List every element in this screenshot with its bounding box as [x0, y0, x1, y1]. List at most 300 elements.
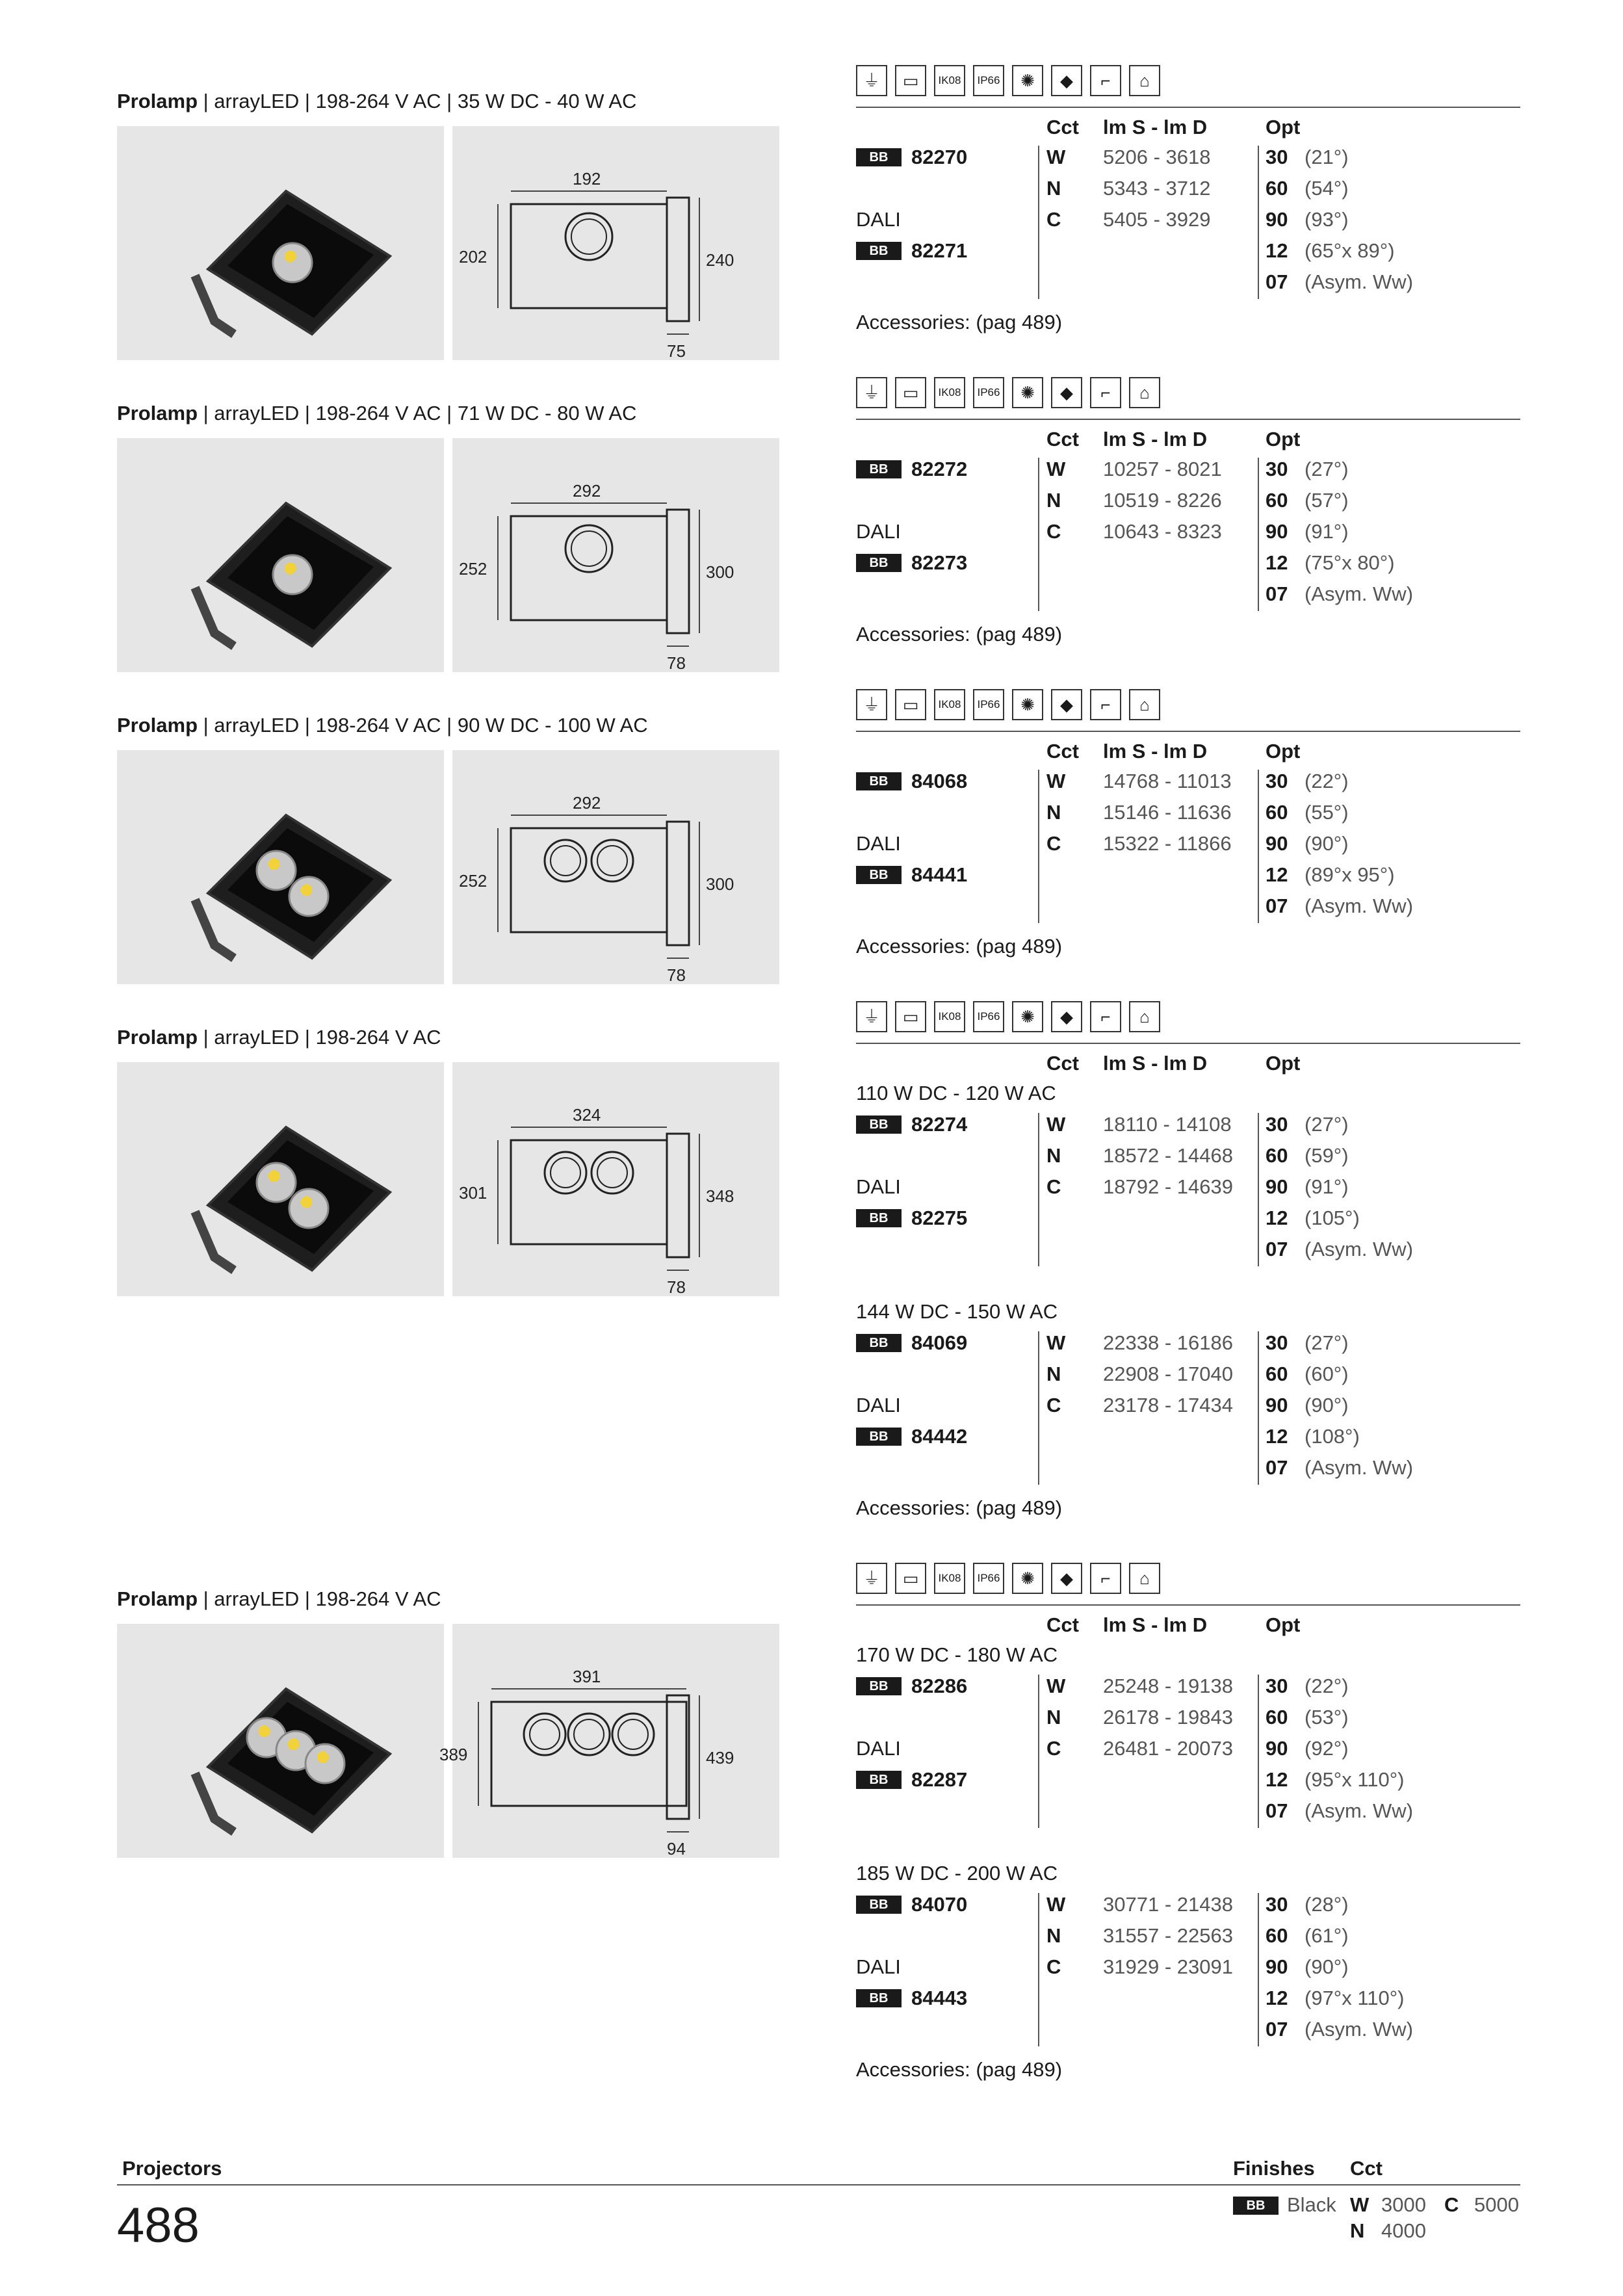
house-icon: ⌂ — [1129, 1563, 1160, 1594]
product-title — [117, 90, 636, 113]
dim-depth-label: 78 — [667, 965, 686, 985]
optic-angle: (92°) — [1305, 1737, 1349, 1760]
lumen-range: 18572 - 14468 — [1103, 1144, 1233, 1167]
side-view-outline — [667, 198, 689, 321]
power-rating: 110 W DC - 120 W AC — [856, 1082, 1056, 1104]
flush-icon: ▭ — [895, 65, 926, 96]
finish-badge: BB — [856, 554, 902, 572]
optic-angle: (90°) — [1305, 1955, 1349, 1978]
product-brand: Prolamp — [117, 1026, 198, 1049]
product-code: 82272 — [911, 458, 968, 480]
column-divider — [1258, 770, 1259, 923]
optic-angle: (90°) — [1305, 832, 1349, 855]
lumen-range: 5405 - 3929 — [1103, 208, 1211, 231]
column-divider — [1258, 1331, 1259, 1485]
product-title — [117, 1026, 441, 1049]
led-lens — [305, 1744, 344, 1783]
optic-code: 30 — [1266, 1113, 1288, 1136]
finish-badge: BB — [856, 1989, 902, 2007]
product-specs: | arrayLED | 198-264 V AC — [198, 1026, 441, 1049]
optic-code: 30 — [1266, 1331, 1288, 1354]
optic-code: 60 — [1266, 177, 1288, 200]
cct-code: N — [1046, 801, 1061, 824]
mounting-bracket — [195, 1212, 234, 1270]
finish-badge: BB — [856, 242, 902, 260]
column-divider — [1258, 1893, 1259, 2046]
lens-outline — [565, 213, 612, 260]
front-view-outline — [511, 1140, 667, 1244]
cct-code: N — [1046, 1363, 1061, 1385]
led-chip — [317, 1751, 328, 1763]
optic-code: 30 — [1266, 770, 1288, 792]
finish-badge: BB — [856, 1677, 902, 1695]
dim-width-label: 324 — [573, 1105, 601, 1125]
lumen-range: 22908 - 17040 — [1103, 1363, 1233, 1385]
led-lens — [273, 243, 312, 282]
col-header-optics: Opt — [1266, 1052, 1301, 1075]
cct-code: C — [1046, 832, 1061, 855]
product-brand: Prolamp — [117, 90, 198, 112]
ik08-icon: IK08 — [934, 689, 965, 720]
product-title — [117, 402, 636, 425]
dim-width-label: 292 — [573, 793, 601, 813]
ip66-icon: IP66 — [973, 1563, 1004, 1594]
product-brand: Prolamp — [117, 1587, 198, 1610]
finish-badge: BB — [856, 148, 902, 166]
cut-icon: ⌐ — [1090, 1563, 1121, 1594]
earth-icon: ⏚ — [856, 1563, 887, 1594]
dim-height-left-label: 252 — [459, 559, 487, 579]
cct-code: C — [1046, 1955, 1061, 1978]
product-specs: | arrayLED | 198-264 V AC | 71 W DC - 80 W AC — [198, 402, 637, 424]
col-header-optics: Opt — [1266, 428, 1301, 450]
dim-height-right-label: 348 — [706, 1186, 734, 1206]
optic-angle: (108°) — [1305, 1425, 1360, 1448]
dim-height-right-label: 240 — [706, 250, 734, 270]
glow-wire-icon: ✺ — [1012, 689, 1043, 720]
product-code: 84442 — [911, 1425, 968, 1448]
col-header-optics: Opt — [1266, 116, 1301, 138]
dimension-drawing — [452, 438, 779, 672]
dali-label: DALI — [856, 832, 901, 855]
cct-code: W — [1046, 146, 1066, 168]
optic-code: 90 — [1266, 1175, 1288, 1198]
column-divider — [1258, 146, 1259, 299]
table-top-rule — [856, 1604, 1520, 1606]
product-code: 84068 — [911, 770, 968, 792]
column-divider — [1038, 146, 1039, 299]
led-chip — [268, 1170, 279, 1182]
optic-angle: (60°) — [1305, 1363, 1349, 1385]
lumen-range: 5206 - 3618 — [1103, 146, 1211, 168]
dali-label: DALI — [856, 1175, 901, 1198]
lumen-range: 31929 - 23091 — [1103, 1955, 1233, 1978]
cct-code: W — [1046, 1893, 1066, 1916]
product-title — [117, 1587, 441, 1611]
optic-angle: (65°x 89°) — [1305, 239, 1395, 262]
finish-badge: BB — [856, 1428, 902, 1446]
earth-icon: ⏚ — [856, 377, 887, 408]
optic-code: 60 — [1266, 1706, 1288, 1729]
mounting-bracket — [195, 1773, 234, 1832]
optic-angle: (105°) — [1305, 1207, 1360, 1229]
led-chip — [300, 1196, 312, 1208]
cut-icon: ⌐ — [1090, 377, 1121, 408]
front-view-outline — [511, 828, 667, 932]
finish-badge: BB — [856, 1115, 902, 1134]
product-code: 84069 — [911, 1331, 968, 1354]
dim-height-right-label: 300 — [706, 874, 734, 894]
col-header-cct: Cct — [1046, 116, 1079, 138]
dim-height-right-label: 300 — [706, 562, 734, 582]
dim-width-label: 391 — [573, 1667, 601, 1686]
product-photo — [117, 1062, 444, 1296]
accessories-link[interactable]: Accessories: (pag 489) — [856, 935, 1063, 958]
column-divider — [1038, 1113, 1039, 1266]
optic-code: 30 — [1266, 146, 1288, 168]
optic-angle: (61°) — [1305, 1924, 1349, 1947]
dim-height-left-label: 389 — [439, 1745, 468, 1764]
col-header-lumens: lm S - lm D — [1103, 116, 1208, 138]
lumen-range: 15146 - 11636 — [1103, 801, 1232, 824]
cct-code: C — [1046, 1737, 1061, 1760]
ik08-icon: IK08 — [934, 1001, 965, 1032]
optic-angle: (Asym. Ww) — [1305, 894, 1414, 917]
product-code: 82286 — [911, 1675, 968, 1697]
finish-name: Black — [1287, 2193, 1336, 2216]
optic-angle: (53°) — [1305, 1706, 1349, 1729]
led-lens — [289, 877, 328, 916]
optic-angle: (91°) — [1305, 1175, 1349, 1198]
table-top-rule — [856, 419, 1520, 420]
optic-code: 07 — [1266, 270, 1288, 293]
flush-icon: ▭ — [895, 1563, 926, 1594]
optic-code: 60 — [1266, 1363, 1288, 1385]
optic-angle: (55°) — [1305, 801, 1349, 824]
col-header-cct: Cct — [1046, 740, 1079, 763]
optic-angle: (75°x 80°) — [1305, 551, 1395, 574]
optic-code: 07 — [1266, 582, 1288, 605]
lumen-range: 15322 - 11866 — [1103, 832, 1232, 855]
dim-height-right-label: 439 — [706, 1748, 734, 1768]
cct-value: 4000 — [1381, 2219, 1426, 2242]
cct-code: N — [1046, 489, 1061, 512]
house-icon: ⌂ — [1129, 689, 1160, 720]
optic-angle: (Asym. Ww) — [1305, 1456, 1414, 1479]
accessories-link[interactable]: Accessories: (pag 489) — [856, 2058, 1063, 2081]
cct-code: N — [1046, 177, 1061, 200]
optic-code: 90 — [1266, 520, 1288, 543]
lumen-range: 25248 - 19138 — [1103, 1675, 1233, 1697]
earth-icon: ⏚ — [856, 65, 887, 96]
col-header-optics: Opt — [1266, 1613, 1301, 1636]
product-code: 82275 — [911, 1207, 968, 1229]
product-specs: | arrayLED | 198-264 V AC — [198, 1587, 441, 1610]
cct-code: C — [1444, 2193, 1459, 2216]
led-chip — [300, 884, 312, 896]
product-code: 84441 — [911, 863, 968, 886]
optic-code: 60 — [1266, 489, 1288, 512]
table-top-rule — [856, 107, 1520, 108]
lens-inner — [571, 219, 606, 254]
accessories-link[interactable]: Accessories: (pag 489) — [856, 311, 1063, 333]
cct-code: C — [1046, 1175, 1061, 1198]
mounting-bracket — [195, 900, 234, 958]
optic-angle: (93°) — [1305, 208, 1349, 231]
optic-code: 07 — [1266, 2018, 1288, 2041]
cct-code: W — [1046, 1113, 1066, 1136]
optic-angle: (90°) — [1305, 1394, 1349, 1416]
dim-width-label: 292 — [573, 481, 601, 501]
col-header-lumens: lm S - lm D — [1103, 1613, 1208, 1636]
mounting-bracket — [195, 276, 234, 334]
lumen-range: 23178 - 17434 — [1103, 1394, 1233, 1416]
product-photo — [117, 126, 444, 360]
dali-label: DALI — [856, 520, 901, 543]
product-code: 82274 — [911, 1113, 968, 1136]
led-chip — [284, 562, 296, 574]
product-brand: Prolamp — [117, 714, 198, 737]
product-specs: | arrayLED | 198-264 V AC | 90 W DC - 100 W AC — [198, 714, 648, 737]
optic-code: 30 — [1266, 458, 1288, 480]
table-top-rule — [856, 1043, 1520, 1044]
lumen-range: 22338 - 16186 — [1103, 1331, 1233, 1354]
product-photo — [117, 1624, 444, 1858]
cct-code: C — [1046, 520, 1061, 543]
optic-code: 07 — [1266, 1238, 1288, 1260]
section-title: Projectors — [122, 2157, 222, 2180]
house-icon: ⌂ — [1129, 377, 1160, 408]
optic-angle: (59°) — [1305, 1144, 1349, 1167]
product-specs: | arrayLED | 198-264 V AC | 35 W DC - 40 W AC — [198, 90, 637, 112]
lumen-range: 5343 - 3712 — [1103, 177, 1211, 200]
cut-icon: ⌐ — [1090, 689, 1121, 720]
column-divider — [1258, 1113, 1259, 1266]
earth-icon: ⏚ — [856, 689, 887, 720]
optic-angle: (91°) — [1305, 520, 1349, 543]
lumen-range: 18110 - 14108 — [1103, 1113, 1232, 1136]
lumen-range: 14768 - 11013 — [1103, 770, 1232, 792]
led-lens — [289, 1189, 328, 1228]
finishes-label: Finishes — [1233, 2157, 1315, 2180]
dim-depth-label: 75 — [667, 341, 686, 361]
power-rating: 185 W DC - 200 W AC — [856, 1862, 1058, 1885]
optic-code: 90 — [1266, 208, 1288, 231]
optic-code: 07 — [1266, 1799, 1288, 1822]
optic-angle: (27°) — [1305, 1113, 1349, 1136]
led-lens — [273, 555, 312, 594]
cct-code: C — [1046, 1394, 1061, 1416]
optic-angle: (27°) — [1305, 1331, 1349, 1354]
lens-inner — [597, 846, 627, 876]
led-lens — [257, 851, 296, 890]
lens-inner — [597, 1158, 627, 1188]
finish-badge: BB — [856, 772, 902, 790]
optic-code: 60 — [1266, 1144, 1288, 1167]
finish-badge: BB — [856, 1334, 902, 1352]
optic-code: 90 — [1266, 832, 1288, 855]
lens-inner — [618, 1719, 648, 1749]
accessories-link[interactable]: Accessories: (pag 489) — [856, 1496, 1063, 1519]
dim-depth-label: 78 — [667, 1277, 686, 1297]
optic-angle: (Asym. Ww) — [1305, 270, 1414, 293]
house-icon: ⌂ — [1129, 1001, 1160, 1032]
led-lens — [257, 1163, 296, 1202]
optic-code: 12 — [1266, 1207, 1288, 1229]
cct-code: N — [1046, 1706, 1061, 1729]
column-divider — [1038, 770, 1039, 923]
side-view-outline — [667, 510, 689, 633]
dim-height-left-label: 252 — [459, 871, 487, 891]
cct-code: C — [1046, 208, 1061, 231]
optic-code: 12 — [1266, 1987, 1288, 2009]
optic-code: 60 — [1266, 1924, 1288, 1947]
lens-outline — [565, 525, 612, 572]
product-code: 84070 — [911, 1893, 968, 1916]
optic-angle: (Asym. Ww) — [1305, 2018, 1414, 2041]
optic-code: 07 — [1266, 1456, 1288, 1479]
lumen-range: 31557 - 22563 — [1103, 1924, 1233, 1947]
optic-angle: (89°x 95°) — [1305, 863, 1395, 886]
ip66-icon: IP66 — [973, 689, 1004, 720]
col-header-cct: Cct — [1046, 1613, 1079, 1636]
product-code: 82273 — [911, 551, 968, 574]
product-code: 82271 — [911, 239, 968, 262]
glow-wire-icon: ✺ — [1012, 65, 1043, 96]
side-view-outline — [667, 822, 689, 945]
optic-code: 30 — [1266, 1893, 1288, 1916]
optic-angle: (57°) — [1305, 489, 1349, 512]
ip66-icon: IP66 — [973, 65, 1004, 96]
optic-angle: (Asym. Ww) — [1305, 1238, 1414, 1260]
dim-width-label: 192 — [573, 169, 601, 189]
lens-inner — [571, 531, 606, 566]
dali-label: DALI — [856, 1737, 901, 1760]
power-rating: 170 W DC - 180 W AC — [856, 1643, 1058, 1666]
column-divider — [1258, 458, 1259, 611]
column-divider — [1038, 1893, 1039, 2046]
mounting-bracket — [195, 588, 234, 646]
dali-label: DALI — [856, 1955, 901, 1978]
col-header-lumens: lm S - lm D — [1103, 740, 1208, 763]
finish-badge: BB — [1233, 2197, 1279, 2215]
optic-angle: (97°x 110°) — [1305, 1987, 1405, 2009]
cct-code: W — [1046, 770, 1066, 792]
dim-height-left-label: 202 — [459, 247, 487, 267]
lumen-range: 10643 - 8323 — [1103, 520, 1222, 543]
optic-angle: (22°) — [1305, 1675, 1349, 1697]
optic-code: 07 — [1266, 894, 1288, 917]
dimension-drawing — [452, 750, 779, 984]
dim-height-left-label: 301 — [459, 1183, 487, 1203]
optic-code: 12 — [1266, 863, 1288, 886]
lumen-range: 18792 - 14639 — [1103, 1175, 1233, 1198]
ip66-icon: IP66 — [973, 377, 1004, 408]
glow-wire-icon: ✺ — [1012, 1563, 1043, 1594]
optic-angle: (27°) — [1305, 458, 1349, 480]
flush-icon: ▭ — [895, 377, 926, 408]
ik08-icon: IK08 — [934, 65, 965, 96]
col-header-lumens: lm S - lm D — [1103, 428, 1208, 450]
cct-code: N — [1046, 1144, 1061, 1167]
lens-inner — [574, 1719, 604, 1749]
optic-code: 90 — [1266, 1955, 1288, 1978]
power-rating: 144 W DC - 150 W AC — [856, 1300, 1058, 1323]
col-header-cct: Cct — [1046, 428, 1079, 450]
optic-angle: (54°) — [1305, 177, 1349, 200]
ip66-icon: IP66 — [973, 1001, 1004, 1032]
column-divider — [1038, 1675, 1039, 1828]
optic-angle: (21°) — [1305, 146, 1349, 168]
cct-code: W — [1350, 2193, 1370, 2216]
flush-icon: ▭ — [895, 689, 926, 720]
product-code: 82287 — [911, 1768, 968, 1791]
cct-code: W — [1046, 458, 1066, 480]
lumen-range: 26178 - 19843 — [1103, 1706, 1233, 1729]
tilt-icon: ◆ — [1051, 65, 1082, 96]
tilt-icon: ◆ — [1051, 689, 1082, 720]
product-photo — [117, 438, 444, 672]
dimension-drawing — [439, 1624, 779, 1859]
dali-label: DALI — [856, 208, 901, 231]
product-title — [117, 714, 648, 737]
dim-depth-label: 94 — [667, 1839, 686, 1859]
tilt-icon: ◆ — [1051, 1001, 1082, 1032]
dim-depth-label: 78 — [667, 653, 686, 673]
optic-angle: (95°x 110°) — [1305, 1768, 1405, 1791]
optic-code: 12 — [1266, 551, 1288, 574]
lumen-range: 10519 - 8226 — [1103, 489, 1222, 512]
led-chip — [287, 1738, 299, 1750]
dali-label: DALI — [856, 1394, 901, 1416]
optic-code: 12 — [1266, 1425, 1288, 1448]
cct-code: N — [1350, 2219, 1365, 2242]
lumen-range: 26481 - 20073 — [1103, 1737, 1233, 1760]
optic-code: 60 — [1266, 801, 1288, 824]
page-number: 488 — [117, 2198, 200, 2253]
column-divider — [1258, 1675, 1259, 1828]
optic-code: 90 — [1266, 1737, 1288, 1760]
cct-code: N — [1046, 1924, 1061, 1947]
finish-badge: BB — [856, 1209, 902, 1227]
flush-icon: ▭ — [895, 1001, 926, 1032]
accessories-link[interactable]: Accessories: (pag 489) — [856, 623, 1063, 646]
dimension-drawing — [452, 1062, 779, 1296]
side-view-outline — [667, 1134, 689, 1257]
product-code: 82270 — [911, 146, 968, 168]
optic-angle: (Asym. Ww) — [1305, 1799, 1414, 1822]
ik08-icon: IK08 — [934, 377, 965, 408]
optic-code: 90 — [1266, 1394, 1288, 1416]
lumen-range: 10257 - 8021 — [1103, 458, 1222, 480]
cct-value: 3000 — [1381, 2193, 1426, 2216]
optic-code: 12 — [1266, 239, 1288, 262]
cct-label: Cct — [1350, 2157, 1383, 2180]
cct-value: 5000 — [1474, 2193, 1519, 2216]
optic-angle: (Asym. Ww) — [1305, 582, 1414, 605]
cct-code: W — [1046, 1675, 1066, 1697]
cut-icon: ⌐ — [1090, 1001, 1121, 1032]
optic-code: 30 — [1266, 1675, 1288, 1697]
glow-wire-icon: ✺ — [1012, 377, 1043, 408]
tilt-icon: ◆ — [1051, 377, 1082, 408]
product-code: 84443 — [911, 1987, 968, 2009]
lens-inner — [551, 1158, 580, 1188]
footer-rule — [117, 2184, 1520, 2185]
cct-code: W — [1046, 1331, 1066, 1354]
col-header-cct: Cct — [1046, 1052, 1079, 1075]
finish-badge: BB — [856, 1896, 902, 1914]
